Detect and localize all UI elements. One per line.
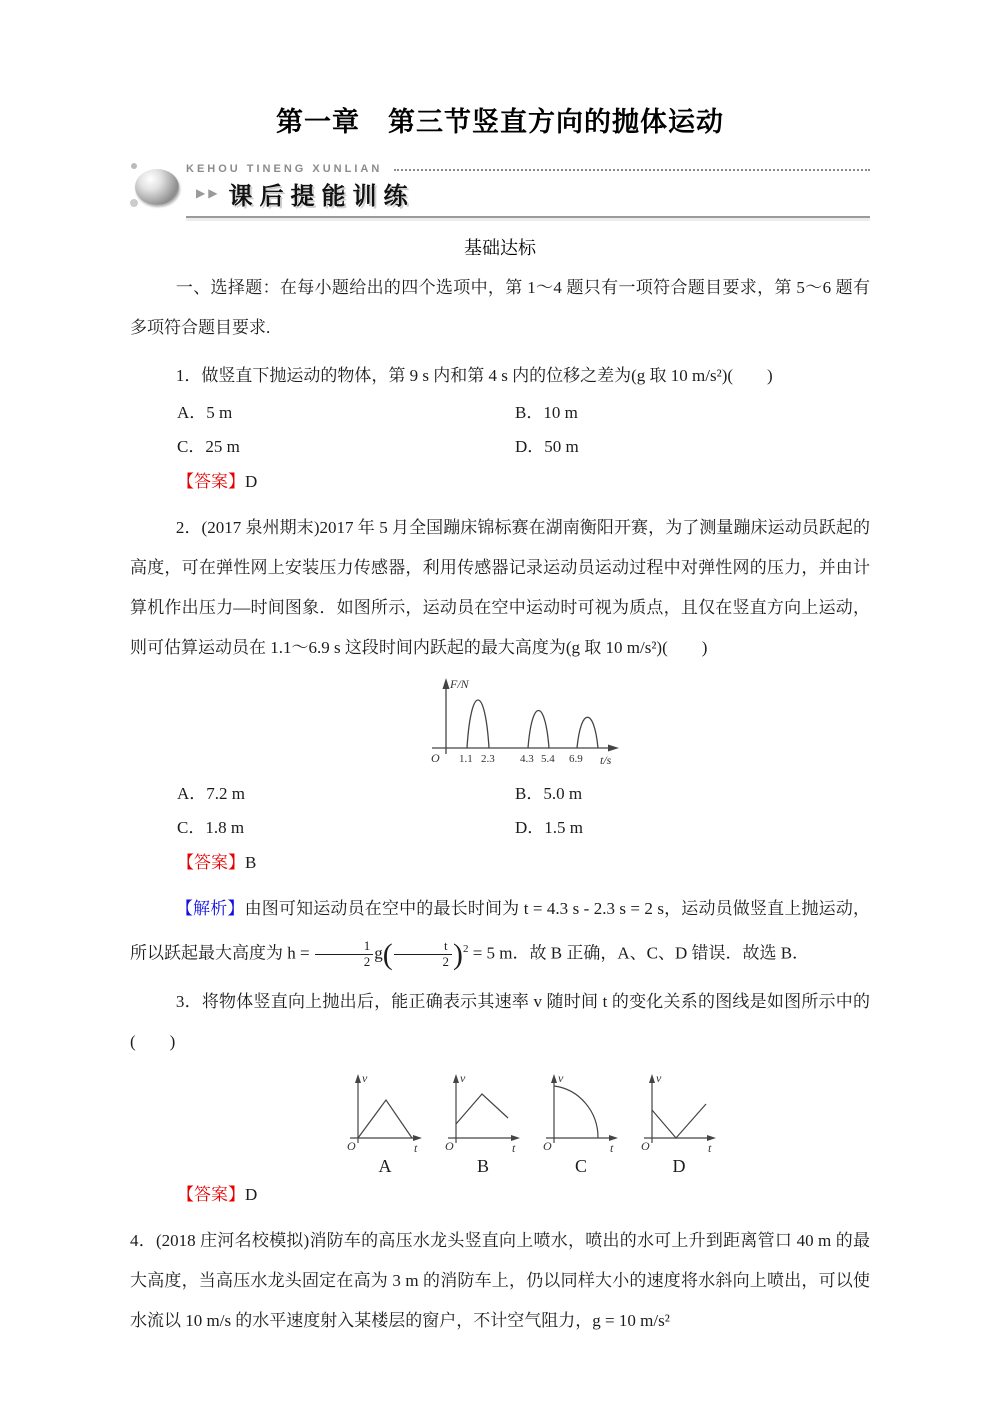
banner-body <box>186 161 870 218</box>
exponent: 2 <box>462 943 469 955</box>
banner-top-row <box>186 161 870 175</box>
close-paren: ) <box>453 937 463 971</box>
q2-option-c: C．1.8 m <box>177 818 245 837</box>
sphere-ball-icon <box>135 169 179 205</box>
force-pulse-2 <box>528 711 549 749</box>
q2-answer-line <box>130 845 870 881</box>
q1-answer-line <box>130 464 870 500</box>
q2-option-a: A．7.2 m <box>177 784 245 803</box>
q2-option-d: D．1.5 m <box>515 818 583 837</box>
x-axis-arrow-icon <box>608 745 619 752</box>
banner-pinyin: KEHOU TINENG XUNLIAN <box>186 163 383 175</box>
force-time-graph <box>422 672 627 772</box>
question-1-text: 1．做竖直下抛运动的物体，第 9 s 内和第 4 s 内的位移之差为(g 取 10 m/s²)( ) <box>175 366 773 385</box>
q2-option-b: B．5.0 m <box>515 784 583 803</box>
q1-option-c: C．25 m <box>177 437 240 456</box>
question-3-text: 3．将物体竖直向上抛出后，能正确表示其速率 v 随时间 t 的变化关系的图线是如图所示中的( ) <box>130 991 870 1051</box>
open-paren: ( <box>382 937 393 971</box>
tick-4-3: 4.3 <box>520 753 534 765</box>
tick-5-4: 5.4 <box>541 753 555 765</box>
y-axis-arrow-icon <box>649 1074 655 1083</box>
origin-label: O <box>445 1138 454 1153</box>
graph-label-d: D <box>672 1155 686 1176</box>
x-axis-label: t <box>512 1140 516 1155</box>
origin-label: O <box>641 1138 650 1153</box>
question-4-text: 4．(2018 庄河名校模拟)消防车的高压水龙头竖直向上喷水，喷出的水可上升到距离管口 40 m 的最大高度，当高压水龙头固定在高为 3 m 的消防车上，仍以同样大小的速度将水斜向上喷出，可以使水流以 10 m/s 的水平速度射入某楼层的窗户，不计空气阻力，g = 10 m/s² <box>130 1230 870 1330</box>
fraction-t-over-2: $\frac{t}{2}$ <box>394 939 452 970</box>
fraction-one-half: $\frac{1}{2}$ <box>315 939 373 970</box>
q2-analysis <box>130 889 870 974</box>
section-banner <box>130 161 870 218</box>
q1-answer-value: D <box>245 472 258 491</box>
sparkle-dot-icon <box>130 199 138 207</box>
double-arrow-icon: ▶▶ <box>196 186 221 200</box>
sphere-logo-icon <box>130 161 186 209</box>
vt-graph-letter-labels <box>342 1156 870 1177</box>
analysis-label: 【解析】 <box>175 899 245 918</box>
x-axis-label: t <box>414 1140 418 1155</box>
q1-option-d: D．50 m <box>515 437 579 456</box>
y-axis-label: v <box>362 1070 368 1085</box>
vt-graph-c <box>538 1068 624 1156</box>
y-axis-arrow-icon <box>551 1074 557 1083</box>
y-axis-label: v <box>460 1070 466 1085</box>
y-axis-arrow-icon <box>453 1074 459 1083</box>
q1-options-row-2 <box>130 430 870 464</box>
q3-answer-value: D <box>245 1184 258 1204</box>
tick-1-1: 1.1 <box>459 753 473 765</box>
q1-options-row-1 <box>130 396 870 430</box>
y-axis-label: v <box>656 1070 662 1085</box>
q1-option-a: A．5 m <box>177 403 233 422</box>
x-axis-label: t/s <box>600 753 612 767</box>
vt-graph-b <box>440 1068 526 1156</box>
y-axis-label: F/N <box>450 677 469 691</box>
sparkle-dot-icon <box>131 163 137 169</box>
intro-text: 一、选择题：在每小题给出的四个选项中，第 1～4 题只有一项符合题目要求，第 5～6 题有多项符合题目要求. <box>130 278 870 337</box>
force-pulse-3 <box>577 717 598 748</box>
curve-d <box>652 1104 706 1138</box>
q2-options-row-1 <box>130 777 870 811</box>
tick-2-3: 2.3 <box>481 753 495 765</box>
y-axis-arrow-icon <box>443 678 450 689</box>
graph-label-b: B <box>476 1155 489 1176</box>
x-axis-label: t <box>708 1140 712 1155</box>
vt-graphs-row <box>342 1068 870 1156</box>
analysis-part3: = 5 m．故 B 正确，A、C、D 错误．故选 B． <box>468 943 810 963</box>
origin-label: O <box>431 751 440 765</box>
graph-label-a: A <box>378 1155 392 1176</box>
answer-label: 【答案】 <box>177 1184 245 1204</box>
force-time-figure <box>422 672 870 777</box>
curve-a <box>358 1100 412 1138</box>
analysis-part1: 由图可知运动员在空中的最长时间为 t = 4.3 s - 2.3 s = 2 s，运动员做竖直上抛运动，所以跃起最大高度为 h = <box>130 899 871 963</box>
x-axis-label: t <box>610 1140 614 1155</box>
banner-main-row <box>186 176 870 211</box>
answer-label: 【答案】 <box>177 472 245 491</box>
y-axis-label: v <box>558 1070 564 1085</box>
origin-label: O <box>347 1138 356 1153</box>
q3-answer-line <box>130 1177 870 1213</box>
vt-graph-a <box>342 1068 428 1156</box>
origin-label: O <box>543 1138 552 1153</box>
y-axis-arrow-icon <box>355 1074 361 1083</box>
q2-answer-value: B <box>245 853 257 872</box>
dotted-divider <box>394 169 870 171</box>
analysis-part2: g <box>374 943 383 963</box>
graph-label-c: C <box>574 1155 587 1176</box>
tick-6-9: 6.9 <box>569 753 583 765</box>
question-2-text: 2．(2017 泉州期末)2017 年 5 月全国蹦床锦标赛在湖南衡阳开赛，为了测量蹦床运动员跃起的高度，可在弹性网上安装压力传感器，利用传感器记录运动员运动过程中对弹性网的压力，并由计算机作出压力—时间图象．如图所示，运动员在空中运动时可视为质点，且仅在竖直方向上运动，则可估算运动员在 1.1～6.9 s 这段时间内跃起的最大高度为(g 取 10 m/s²)( ) <box>130 518 870 657</box>
curve-c <box>554 1086 598 1138</box>
q2-options-row-2 <box>130 811 870 845</box>
section-heading: 基础达标 <box>464 238 536 258</box>
q1-option-b: B．10 m <box>515 403 578 422</box>
curve-b <box>456 1094 508 1124</box>
vt-graph-d <box>636 1068 722 1156</box>
force-pulse-1 <box>467 700 489 748</box>
page-title: 第一章 第三节竖直方向的抛体运动 <box>276 107 724 137</box>
banner-title: 课后提能训练 <box>228 183 415 210</box>
answer-label: 【答案】 <box>177 853 245 872</box>
